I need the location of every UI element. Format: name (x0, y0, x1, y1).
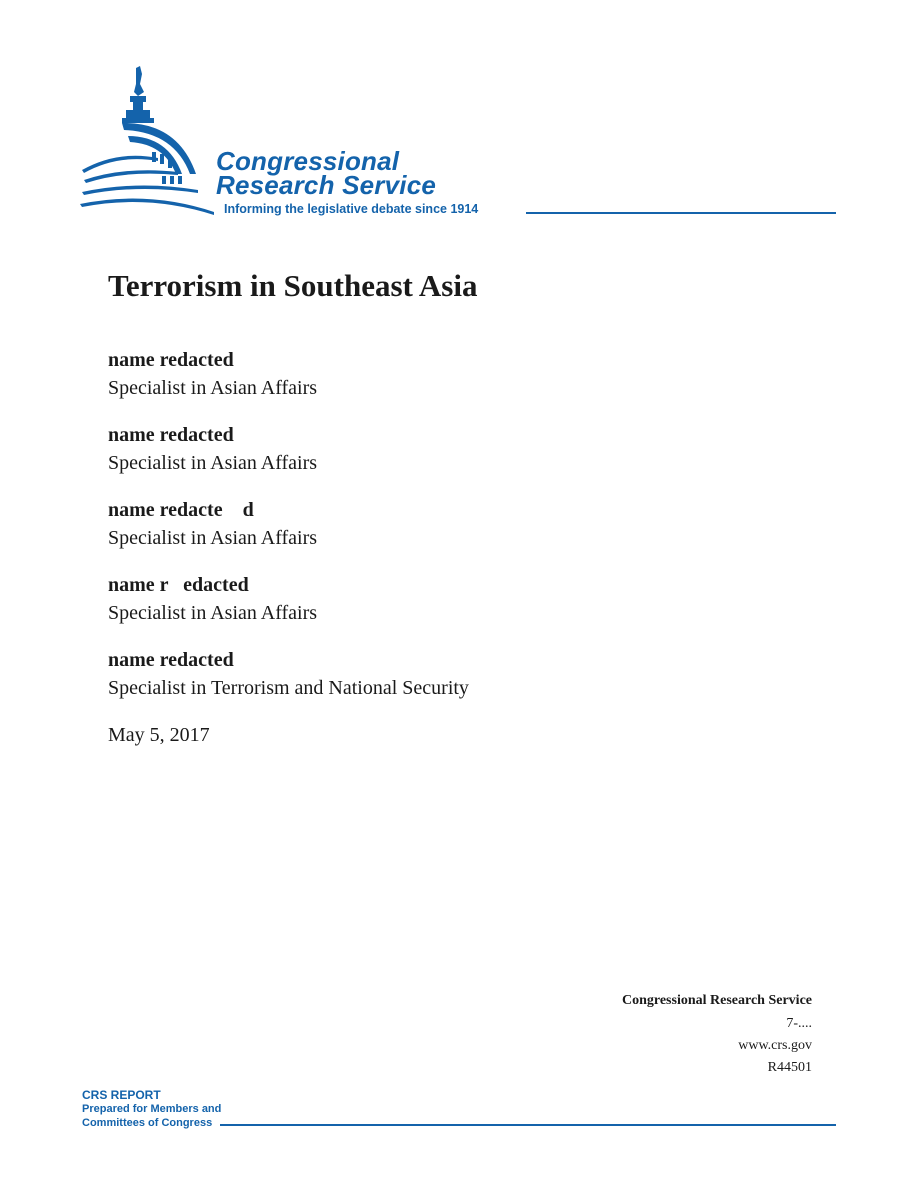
footer-line1: CRS REPORT (82, 1088, 161, 1102)
meta-org-name: Congressional Research Service (621, 993, 812, 1008)
report-date: May 5, 2017 (108, 724, 210, 746)
author-entry (108, 346, 469, 421)
author-entry (108, 646, 469, 721)
capitol-dome-icon (78, 62, 218, 222)
footer-rule (220, 1124, 836, 1126)
footer-line3: Committees of Congress (82, 1117, 213, 1129)
author-entry (108, 571, 469, 646)
author-role: Specialist in Asian Affairs (108, 527, 318, 549)
author-entry (108, 496, 469, 571)
author-role: Specialist in Terrorism and National Security (108, 677, 469, 699)
crs-logo (78, 62, 840, 222)
footer-label (82, 1088, 221, 1130)
author-role: Specialist in Asian Affairs (108, 452, 318, 474)
meta-report-number: R44501 (767, 1060, 812, 1075)
meta-website-link[interactable]: www.crs.gov (738, 1038, 812, 1053)
author-entry (108, 421, 469, 496)
author-name: name r edacted (108, 574, 249, 596)
tagline: Informing the legislative debate since 1914 (224, 202, 479, 216)
author-name: name redacte d (108, 499, 254, 521)
report-title: Terrorism in Southeast Asia (108, 268, 478, 303)
author-name: name redacted (108, 649, 234, 671)
author-role: Specialist in Asian Affairs (108, 602, 318, 624)
author-list (108, 346, 469, 721)
footer-line2: Prepared for Members and (82, 1103, 222, 1115)
meta-phone: 7-.... (786, 1016, 812, 1031)
org-name-line2: Research Service (216, 170, 437, 200)
org-name-line1: Congressional (216, 146, 400, 176)
author-role: Specialist in Asian Affairs (108, 377, 318, 399)
author-name: name redacted (108, 349, 234, 371)
report-meta (622, 990, 812, 1079)
author-name: name redacted (108, 424, 234, 446)
tagline-rule (526, 212, 836, 214)
